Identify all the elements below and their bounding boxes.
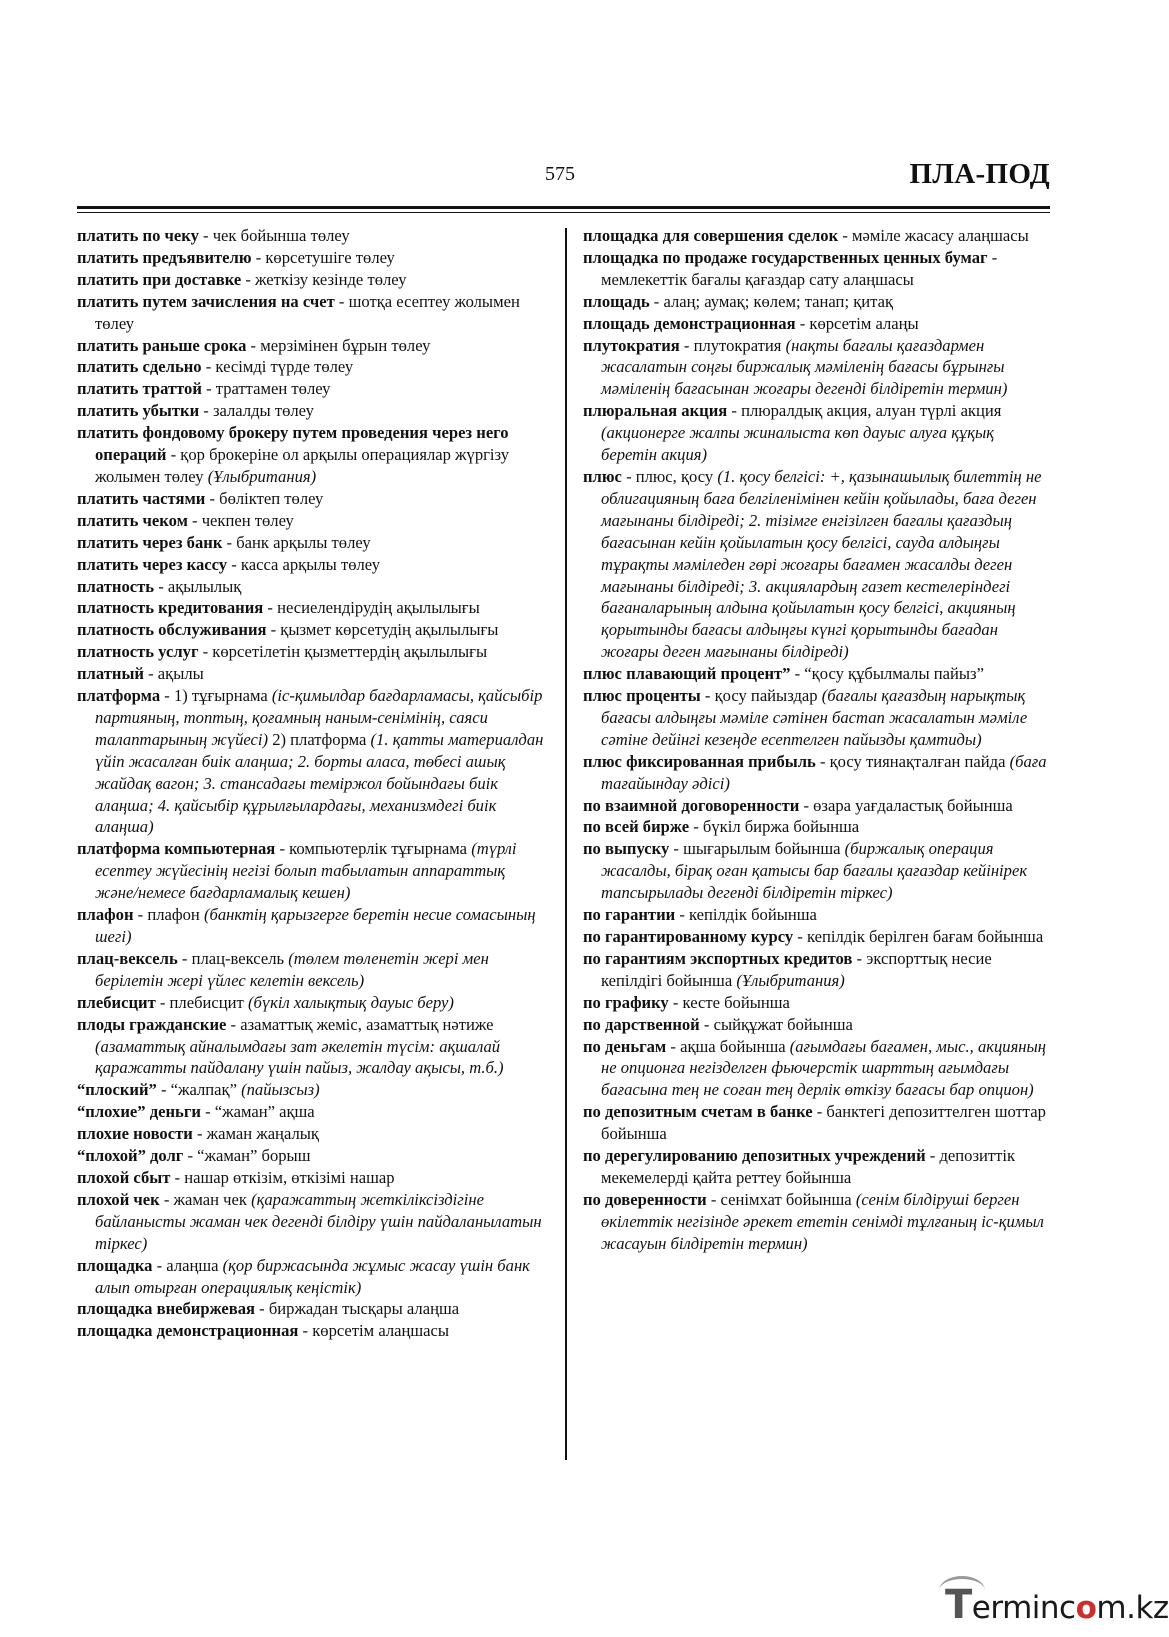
- entry-note: (қор биржасында жұмыс жасау үшін банк алып отырған операциялық кеңістік): [95, 1255, 530, 1297]
- entry-term: по доверенности: [583, 1189, 707, 1209]
- entry-term: по графику: [583, 992, 669, 1012]
- entry-definition: - “жаман” борыш: [183, 1146, 311, 1166]
- dictionary-entry: [77, 1298, 549, 1320]
- entry-term: плоды гражданские: [77, 1014, 227, 1034]
- dictionary-entry: [77, 422, 549, 488]
- entry-note: (1. қосу белгісі: +, қазынашылық билеттің не облигацияның баға белгіленімінен кейін қойылады, баға деген мағынаны білдіреді; 2. тізімге енгізілген бағалы қағаздың бағасынан кейін қойылатын қосу белгісі, сауда алдыңғы тұрақты мәміледен гөрі жоғары бағамен жасалды деген мағынаны білдіреді; 3. акциялардың газет кестелеріндегі бағаналарының алдына қойылатын қосу белгісі, акцияның қорытынды бағасы алдыңғы күнгі қорытынды бағадан жоғары деген мағынаны білдіреді): [601, 466, 1042, 662]
- entry-definition: - плац-вексель: [177, 948, 289, 968]
- left-column: [77, 225, 549, 1342]
- entry-term: по деньгам: [583, 1036, 667, 1056]
- entry-term: площадь: [583, 291, 650, 311]
- entry-definition: - траттамен төлеу: [201, 379, 331, 399]
- entry-definition: - кесте бойынша: [668, 992, 790, 1012]
- entry-definition: - сыйқұжат бойынша: [699, 1014, 853, 1034]
- dictionary-entry: [77, 554, 549, 576]
- dictionary-entry: [77, 992, 549, 1014]
- entry-term: плюс плавающий процент”: [583, 664, 791, 684]
- dictionary-entry: [583, 838, 1053, 904]
- entry-definition: - депозиттік мекемелерді қайта реттеу бойынша: [601, 1146, 1016, 1187]
- entry-term: по депозитным счетам в банке: [583, 1102, 813, 1122]
- entry-term: по взаимной договоренности: [583, 795, 800, 815]
- entry-definition: - касса арқылы төлеу: [227, 554, 381, 574]
- entry-note: (сенім білдіруші берген өкілеттік негізінде әрекет ететін сенімді тұлғаның іс-қимыл жасауын білдіретін термин): [601, 1189, 1044, 1253]
- entry-term: площадка: [77, 1255, 153, 1275]
- entry-definition: - жаман жаңалық: [192, 1124, 319, 1144]
- dictionary-entry: [77, 378, 549, 400]
- entry-term: платность: [77, 576, 155, 596]
- entry-definition: - “қосу құбылмалы пайыз”: [790, 664, 984, 684]
- dictionary-entry: [583, 795, 1053, 817]
- dictionary-entry: [583, 466, 1053, 663]
- entry-term: по гарантированному курсу: [583, 927, 794, 946]
- termincom-logo[interactable]: Termincom.kz: [945, 1582, 1169, 1628]
- header-rule-thick: [77, 206, 1050, 209]
- entry-term: по всей бирже: [583, 817, 690, 837]
- entry-definition: - нашар өткізім, өткізімі нашар: [170, 1167, 395, 1187]
- entry-term: платформа: [77, 686, 161, 706]
- entry-definition: - өзара уағдаластық бойынша: [799, 795, 1013, 815]
- dictionary-entry: [583, 685, 1053, 751]
- dictionary-entry: [583, 335, 1053, 401]
- logo-swoosh-icon: [939, 1576, 985, 1605]
- entry-note: (биржалық операция жасалды, бірақ оған қатысы бар бағалы қағаздар кейінірек тапсырылады дегенді білдіретін тіркес): [601, 839, 1028, 903]
- entry-note: (азаматтық айналымдағы зат әкелетін түсім: ақшалай қаражатты пайдалану үшін пайыз, жалдау ақысы, т.б.): [95, 1036, 504, 1078]
- entry-note: (іс-қимылдар бағдарламасы, қайсыбір партияның, топтың, қоғамның наным-сенімінің, саяси талаптарының жүйесі): [95, 686, 543, 749]
- entry-definition: - қосу пайыздар: [700, 686, 822, 706]
- entry-term: платность услуг: [77, 642, 199, 662]
- entry-definition: - ақша бойынша: [666, 1036, 790, 1056]
- dictionary-entry: [77, 597, 549, 619]
- dictionary-entry: [583, 1101, 1053, 1145]
- entry-definition: - жаман чек: [159, 1189, 252, 1209]
- entry-definition: - алаң; аумақ; көлем; танап; қитақ: [649, 291, 894, 311]
- dictionary-entry: [77, 1255, 549, 1299]
- dictionary-entry: [77, 269, 549, 291]
- dictionary-entry: [77, 685, 549, 838]
- entry-definition: - ақылылық: [154, 576, 242, 596]
- dictionary-entry: [77, 225, 549, 247]
- dictionary-entry: [77, 1123, 549, 1145]
- entry-term: платить по чеку: [77, 226, 199, 245]
- entry-note: (қаражаттың жеткіліксіздігіне байланысты жаман чек дегенді білдіру үшін пайдаланылатын тіркес): [95, 1189, 542, 1253]
- entry-term: платить путем зачисления на счет: [77, 291, 335, 311]
- dictionary-entry: [77, 356, 549, 378]
- entry-term: площадка по продаже государственных ценных бумаг: [583, 247, 988, 267]
- entry-definition: - қосу тиянақталған пайда: [815, 751, 1010, 771]
- dictionary-entry: [583, 400, 1053, 466]
- dictionary-entry: [77, 1145, 549, 1167]
- dictionary-entry: [77, 532, 549, 554]
- entry-definition: - плюс, қосу: [621, 466, 718, 486]
- entry-definition: - шығарылым бойынша: [669, 839, 845, 859]
- dictionary-entry: [77, 1320, 549, 1342]
- entry-definition: - қызмет көрсетудің ақылылығы: [266, 620, 499, 640]
- entry-term: площадка демонстрационная: [77, 1321, 299, 1341]
- dictionary-entry: [583, 225, 1053, 247]
- entry-note: (ағымдағы бағамен, мыс., акцияның не опционға негізделген фьючерстік шарттың ағымдағы бағасына тең не соған тең дерлік өткізу бағасы бар опцион): [601, 1036, 1047, 1100]
- dictionary-entry: [77, 576, 549, 598]
- dictionary-entry: [583, 1036, 1053, 1102]
- entry-definition: - плюралдық акция, алуан түрлі акция: [727, 401, 1002, 421]
- entry-definition: - сенімхат бойынша: [706, 1189, 856, 1209]
- entry-definition: - 1) тұғырнама: [160, 686, 272, 706]
- dictionary-entry: [77, 400, 549, 422]
- entry-term: платить частями: [77, 488, 206, 508]
- dictionary-entry: [77, 838, 549, 904]
- entry-term: площадка внебиржевая: [77, 1299, 256, 1319]
- dictionary-entry: [583, 247, 1053, 291]
- entry-note: (баға тағайындау әдісі): [601, 751, 1047, 793]
- entry-term: плюс проценты: [583, 686, 701, 706]
- entry-note: (Ұлыбритания): [207, 466, 317, 486]
- dictionary-entry: [77, 619, 549, 641]
- entry-term: “плохой” долг: [77, 1146, 184, 1166]
- dictionary-entry: [583, 1189, 1053, 1255]
- page-number: 575: [545, 163, 575, 185]
- entry-note: (бүкіл халықтық дауыс беру): [247, 992, 454, 1012]
- entry-term: “плохие” деньги: [77, 1102, 201, 1122]
- entry-term: по выпуску: [583, 839, 670, 859]
- entry-definition: - экспорттық несие кепілдігі бойынша: [601, 948, 992, 990]
- dictionary-entry: [583, 751, 1053, 795]
- entry-definition: - алаңша: [152, 1255, 223, 1275]
- dictionary-entry: [583, 904, 1053, 926]
- entry-term: платить предъявителю: [77, 247, 252, 267]
- entry-term: площадка для совершения сделок: [583, 226, 839, 245]
- dictionary-entry: [77, 247, 549, 269]
- entry-term: плюс фиксированная прибыль: [583, 751, 816, 771]
- entry-definition: - залалды төлеу: [199, 401, 314, 421]
- entry-note: (акционерге жалпы жиналыста көп дауыс алуға құқық беретін акция): [601, 423, 995, 465]
- entry-term: по гарантии: [583, 905, 676, 925]
- column-divider: [565, 228, 567, 1460]
- entry-term: платить раньше срока: [77, 335, 247, 355]
- header-rule-thin: [77, 212, 1050, 213]
- entry-term: плохой чек: [77, 1189, 160, 1209]
- dictionary-entry: [77, 335, 549, 357]
- entry-definition: - плутократия: [679, 335, 786, 355]
- entry-definition: - ақылы: [143, 664, 204, 684]
- entry-term: платить траттой: [77, 379, 202, 399]
- entry-term: плохие новости: [77, 1124, 193, 1144]
- dictionary-entry: [583, 992, 1053, 1014]
- entry-term: плохой сбыт: [77, 1167, 171, 1187]
- entry-term: “плоский”: [77, 1080, 157, 1100]
- entry-term: плафон: [77, 905, 134, 925]
- entry-term: по дарственной: [583, 1014, 700, 1034]
- dictionary-entry: [583, 291, 1053, 313]
- entry-definition: - плебисцит: [155, 992, 248, 1012]
- entry-definition: - чекпен төлеу: [187, 510, 294, 530]
- entry-note: (пайызсыз): [241, 1080, 320, 1100]
- entry-definition: - “жалпақ”: [156, 1080, 242, 1100]
- dictionary-entry: [77, 1079, 549, 1101]
- entry-definition: - биржадан тысқары алаңша: [255, 1299, 460, 1319]
- entry-definition: - кепілдік бойынша: [675, 905, 817, 925]
- entry-definition: - көрсетім алаңшасы: [298, 1321, 450, 1341]
- entry-note: (бағалы қағаздың нарықтық бағасы алдыңғы мәміле сәтінен бастап жасалатын мәміле сәтіне дейінгі кезеңде есептелген пайызды қамтиды): [601, 686, 1028, 749]
- entry-definition: - компьютерлік тұғырнама: [275, 839, 472, 859]
- entry-term: плюс: [583, 466, 622, 486]
- entry-term: платность обслуживания: [77, 620, 267, 640]
- dictionary-entry: [77, 663, 549, 685]
- entry-note: (банктің қарызгерге беретін несие сомасының шегі): [95, 905, 536, 946]
- entry-term: платить через банк: [77, 532, 223, 552]
- entry-term: платить сдельно: [77, 357, 202, 377]
- entry-term: площадь демонстрационная: [583, 313, 796, 333]
- entry-term: плюральная акция: [583, 401, 728, 421]
- entry-definition: - мемлекеттік бағалы қағаздар сату алаңшасы: [601, 247, 998, 289]
- entry-term: платить чеком: [77, 510, 188, 530]
- entry-definition: - азаматтық жеміс, азаматтық нәтиже: [226, 1014, 494, 1034]
- entry-definition: - бөліктеп төлеу: [205, 488, 324, 508]
- entry-term: платформа компьютерная: [77, 839, 276, 859]
- entry-note: (1. қатты материалдан үйіп жасалған биік алаңша; 2. борты аласа, төбесі ашық жайдақ вагон; 3. стансадағы теміржол бойындағы биік алаңша; 4. қайсыбір құрылғылардағы, механизмдегі биік алаңша): [95, 729, 544, 837]
- dictionary-entry: [77, 948, 549, 992]
- dictionary-entry: [77, 904, 549, 948]
- entry-term: платность кредитования: [77, 598, 264, 618]
- dictionary-entry: [77, 1167, 549, 1189]
- entry-definition: - мерзімінен бұрын төлеу: [246, 335, 431, 355]
- entry-term: плебисцит: [77, 992, 156, 1012]
- entry-definition: - көрсетілетін қызметтердің ақылылығы: [198, 642, 488, 662]
- dictionary-entry: [583, 948, 1053, 992]
- section-range-heading: ПЛА-ПОД: [909, 158, 1050, 190]
- dictionary-entry: [77, 1101, 549, 1123]
- entry-definition: - плафон: [133, 905, 204, 925]
- dictionary-entry: [583, 313, 1053, 335]
- entry-note: (төлем төленетін жері мен берілетін жері үйлес келетін вексель): [95, 948, 489, 990]
- dictionary-entry: [77, 1189, 549, 1255]
- entry-definition: - кесімді түрде төлеу: [201, 357, 354, 377]
- entry-term: платный: [77, 664, 144, 684]
- dictionary-entry: [583, 663, 1053, 685]
- entry-term: платить при доставке: [77, 269, 242, 289]
- entry-term: плац-вексель: [77, 948, 178, 968]
- entry-definition: - мәміле жасасу алаңшасы: [838, 226, 1029, 245]
- entry-term: плутократия: [583, 335, 680, 355]
- entry-definition: - қор брокеріне ол арқылы операциялар жүргізу жолымен төлеу: [95, 445, 510, 486]
- entry-term: платить через кассу: [77, 554, 228, 574]
- entry-definition: - чек бойынша төлеу: [198, 226, 350, 245]
- entry-definition: - “жаман” ақша: [200, 1102, 315, 1122]
- entry-definition: - көрсетім алаңы: [795, 313, 919, 333]
- dictionary-entry: [77, 488, 549, 510]
- dictionary-entry: [583, 1014, 1053, 1036]
- entry-definition: - банк арқылы төлеу: [222, 532, 371, 552]
- dictionary-entry: [583, 816, 1053, 838]
- entry-term: платить убытки: [77, 401, 200, 421]
- entry-term: по гарантиям экспортных кредитов: [583, 948, 853, 968]
- dictionary-entry: [583, 926, 1053, 948]
- entry-definition: - кепілдік берілген бағам бойынша: [793, 927, 1044, 946]
- entry-definition: - бүкіл биржа бойынша: [689, 817, 860, 837]
- entry-note: (нақты бағалы қағаздармен жасалатын соңғы биржалық мәміленің бағасы бұрынғы мәміленің бағасынан жоғары дегенді білдіретін термин): [601, 335, 1008, 399]
- entry-definition: - көрсетушіге төлеу: [251, 247, 395, 267]
- entry-definition: - шотқа есептеу жолымен төлеу: [95, 291, 520, 333]
- entry-definition: - жеткізу кезінде төлеу: [241, 269, 407, 289]
- entry-note: (түрлі есептеу жүйесінің негізі болып табылатын аппараттық және/немесе бағдарламалық кешен): [95, 839, 517, 903]
- dictionary-entry: [77, 510, 549, 532]
- entry-definition: 2) платформа: [268, 729, 371, 749]
- dictionary-entry: [77, 291, 549, 335]
- entry-term: по дерегулированию депозитных учреждений: [583, 1146, 926, 1166]
- dictionary-entry: [77, 1014, 549, 1080]
- entry-definition: - банктегі депозиттелген шоттар бойынша: [601, 1102, 1046, 1144]
- dictionary-entry: [583, 1145, 1053, 1189]
- entry-note: (Ұлыбритания): [736, 970, 845, 990]
- right-column: [583, 225, 1053, 1255]
- entry-term: платить фондовому брокеру путем проведения через него операций: [77, 423, 509, 465]
- entry-definition: - несиелендірудің ақылылығы: [263, 598, 480, 618]
- dictionary-entry: [77, 641, 549, 663]
